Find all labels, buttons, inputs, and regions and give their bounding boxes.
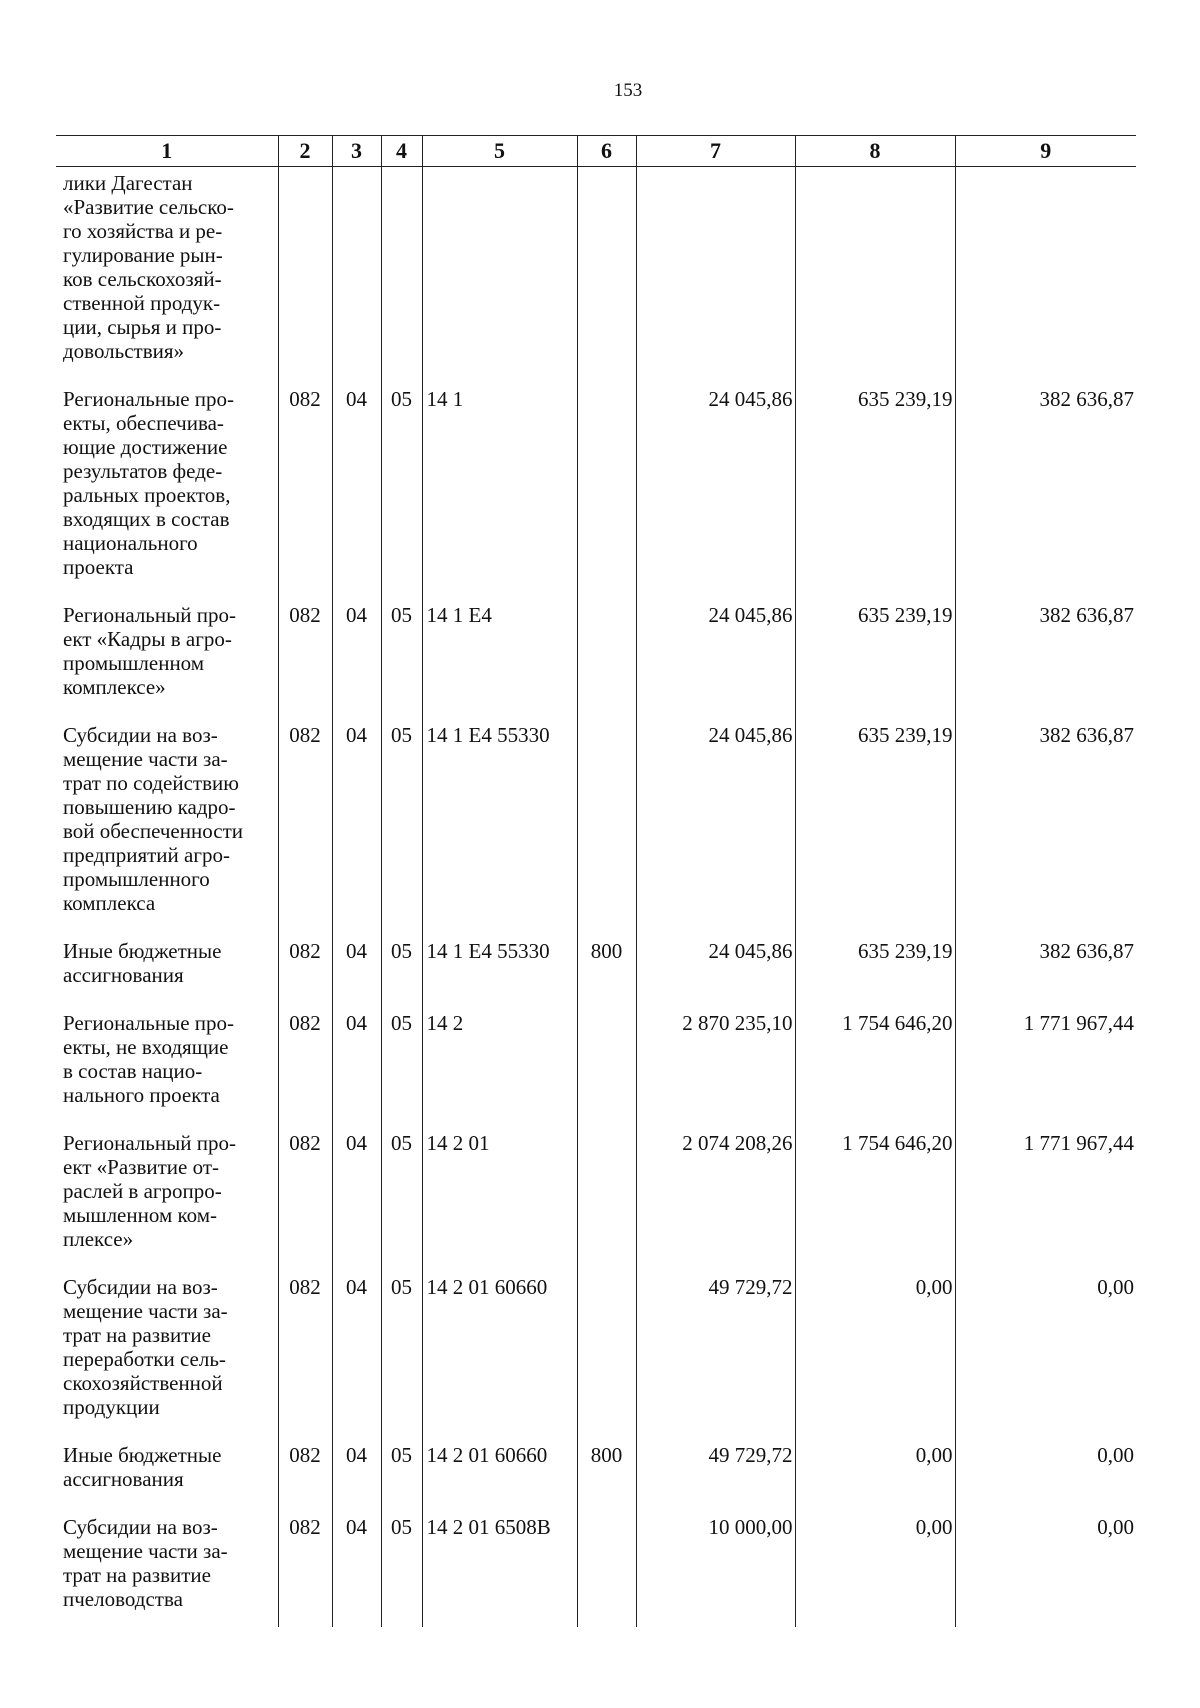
budget-table [56,135,1136,1627]
row-amount-col7 [636,167,795,380]
row-expense-type: 800 [577,1435,636,1507]
row-section-code [332,167,381,380]
row-amount-col7: 2 074 208,26 [636,1123,795,1267]
row-amount-col8 [795,167,955,380]
table-row [56,1267,1136,1435]
row-amount-col9: 0,00 [955,1507,1136,1627]
row-target-article: 14 1 E4 [422,595,577,715]
row-amount-col9: 382 636,87 [955,931,1136,1003]
row-expense-type [577,715,636,931]
row-section-code: 04 [332,1435,381,1507]
row-amount-col9: 382 636,87 [955,379,1136,595]
row-amount-col7: 49 729,72 [636,1435,795,1507]
row-subsection-code: 05 [381,1123,422,1267]
row-amount-col8: 635 239,19 [795,595,955,715]
row-expense-type [577,1123,636,1267]
table-row [56,1123,1136,1267]
row-section-code: 04 [332,595,381,715]
row-amount-col7: 2 870 235,10 [636,1003,795,1123]
row-target-article: 14 2 01 6508B [422,1507,577,1627]
row-amount-col9: 0,00 [955,1435,1136,1507]
row-amount-col9: 382 636,87 [955,715,1136,931]
row-amount-col7: 24 045,86 [636,379,795,595]
row-target-article: 14 2 01 [422,1123,577,1267]
table-row [56,595,1136,715]
row-target-article: 14 1 E4 55330 [422,931,577,1003]
row-name: Субсидии на воз- мещение части за- трат на развитие переработки сель- скохозяйственной продукции [63,1275,228,1419]
row-subsection-code: 05 [381,1507,422,1627]
row-amount-col8: 0,00 [795,1267,955,1435]
row-target-article: 14 1 E4 55330 [422,715,577,931]
column-header-7: 7 [636,136,795,167]
table-row [56,379,1136,595]
row-subsection-code: 05 [381,1435,422,1507]
row-name: Региональный про- ект «Развитие от- раслей в агропро- мышленном ком- плексе» [63,1131,236,1251]
row-expense-type [577,1507,636,1627]
row-expense-type: 800 [577,931,636,1003]
table-row [56,1003,1136,1123]
row-name: Субсидии на воз- мещение части за- трат на развитие пчеловодства [63,1515,228,1611]
row-section-code: 04 [332,1267,381,1435]
row-name: Региональный про- ект «Кадры в агро- промышленном комплексе» [63,603,236,699]
column-header-3: 3 [332,136,381,167]
row-target-article: 14 2 01 60660 [422,1267,577,1435]
row-section-code: 04 [332,931,381,1003]
row-ministry-code: 082 [278,715,332,931]
row-amount-col9: 382 636,87 [955,595,1136,715]
table-row [56,1507,1136,1627]
row-amount-col8: 0,00 [795,1435,955,1507]
row-amount-col7: 10 000,00 [636,1507,795,1627]
row-section-code: 04 [332,715,381,931]
row-subsection-code: 05 [381,1267,422,1435]
table-row [56,167,1136,380]
row-amount-col7: 24 045,86 [636,715,795,931]
row-ministry-code: 082 [278,1435,332,1507]
row-amount-col7: 24 045,86 [636,931,795,1003]
row-amount-col9: 1 771 967,44 [955,1003,1136,1123]
row-expense-type [577,167,636,380]
row-name: Региональные про- екты, не входящие в состав нацио- нального проекта [63,1011,235,1107]
row-expense-type [577,595,636,715]
row-amount-col8: 1 754 646,20 [795,1003,955,1123]
row-name: Иные бюджетные ассигнования [63,939,222,987]
column-header-2: 2 [278,136,332,167]
table-row [56,1435,1136,1507]
row-target-article: 14 2 [422,1003,577,1123]
row-expense-type [577,379,636,595]
row-name: Иные бюджетные ассигнования [63,1443,222,1491]
row-ministry-code: 082 [278,931,332,1003]
row-amount-col8: 635 239,19 [795,715,955,931]
row-section-code: 04 [332,1003,381,1123]
row-amount-col8: 635 239,19 [795,379,955,595]
row-ministry-code [278,167,332,380]
row-name: Региональные про- екты, обеспечива- ющие достижение результатов феде- ральных проектов, входящих в состав национального проекта [63,387,235,579]
row-ministry-code: 082 [278,1267,332,1435]
row-amount-col9: 0,00 [955,1267,1136,1435]
row-target-article: 14 2 01 60660 [422,1435,577,1507]
row-ministry-code: 082 [278,1003,332,1123]
row-section-code: 04 [332,379,381,595]
row-expense-type [577,1267,636,1435]
row-subsection-code [381,167,422,380]
row-amount-col8: 1 754 646,20 [795,1123,955,1267]
row-amount-col8: 635 239,19 [795,931,955,1003]
column-header-9: 9 [955,136,1136,167]
row-ministry-code: 082 [278,595,332,715]
row-ministry-code: 082 [278,379,332,595]
row-subsection-code: 05 [381,931,422,1003]
column-header-5: 5 [422,136,577,167]
row-ministry-code: 082 [278,1507,332,1627]
table-row [56,715,1136,931]
row-subsection-code: 05 [381,379,422,595]
column-header-6: 6 [577,136,636,167]
row-target-article [422,167,577,380]
row-name: лики Дагестан «Развитие сельско- го хозяйства и ре- гулирование рын- ков сельскохозяй- ственной продук- ции, сырья и про- довольствия» [63,171,234,363]
table-header-row [56,136,1136,167]
table-row [56,931,1136,1003]
page-number: 153 [613,80,643,101]
row-subsection-code: 05 [381,715,422,931]
column-header-1: 1 [56,136,278,167]
row-amount-col7: 24 045,86 [636,595,795,715]
row-amount-col7: 49 729,72 [636,1267,795,1435]
row-expense-type [577,1003,636,1123]
row-amount-col9 [955,167,1136,380]
row-target-article: 14 1 [422,379,577,595]
column-header-4: 4 [381,136,422,167]
row-amount-col9: 1 771 967,44 [955,1123,1136,1267]
column-header-8: 8 [795,136,955,167]
row-name: Субсидии на воз- мещение части за- трат по содействию повышению кадро- вой обеспеченности предприятий агро- промышленного комплекса [63,723,243,915]
row-ministry-code: 082 [278,1123,332,1267]
row-amount-col8: 0,00 [795,1507,955,1627]
row-section-code: 04 [332,1123,381,1267]
row-section-code: 04 [332,1507,381,1627]
row-subsection-code: 05 [381,1003,422,1123]
row-subsection-code: 05 [381,595,422,715]
